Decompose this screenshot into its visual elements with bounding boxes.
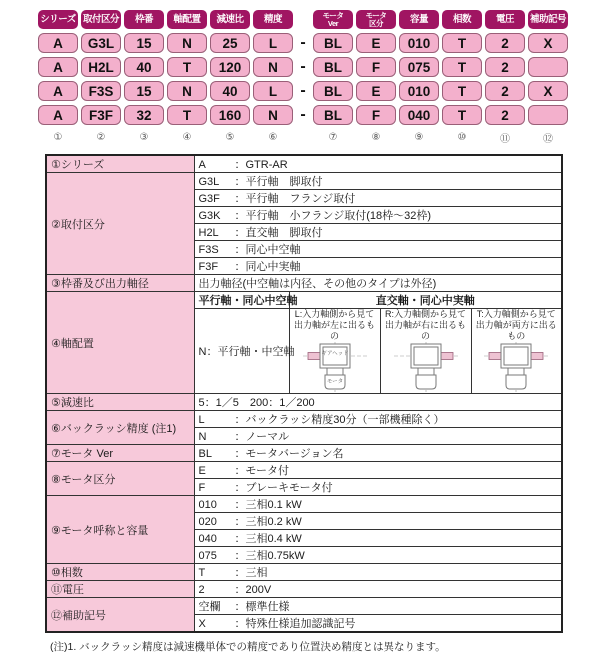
code-cell: N <box>167 33 207 53</box>
code-cell: H2L <box>81 57 121 77</box>
row-value <box>194 190 562 207</box>
column-header-badge <box>253 10 293 29</box>
code-cell: E <box>356 33 396 53</box>
detail-row <box>46 564 562 581</box>
shaft-variant-R <box>380 309 471 394</box>
row-label: ③枠番及び出力軸径 <box>46 275 194 292</box>
row-label: ⑪電圧 <box>46 581 194 598</box>
gearhead-label: ギアヘッド <box>320 351 349 358</box>
row-value <box>194 224 562 241</box>
code-text: F3F <box>198 261 219 273</box>
row-label: ④軸配置 <box>46 292 194 394</box>
row-value <box>194 564 562 581</box>
shaft-variant-caption: L:入力軸側から見て出力軸が左に出るもの <box>293 309 375 341</box>
row-value <box>194 598 562 615</box>
code-cell: 15 <box>124 33 164 53</box>
detail-row <box>46 173 562 190</box>
column-header-label: 容量 <box>409 13 428 25</box>
column-header-badge <box>124 10 164 29</box>
column-header-badge <box>442 10 482 29</box>
shaft-variant-T <box>471 309 562 394</box>
code-cell: BL <box>313 81 353 101</box>
column-header-label: 精度 <box>263 13 282 25</box>
shaft-arrangement-L-diagram <box>295 341 375 393</box>
code-text: A <box>198 159 206 171</box>
code-cell: 160 <box>210 105 250 125</box>
code-text: 020 <box>198 516 217 529</box>
column-number: ③ <box>139 132 149 143</box>
row-value <box>194 445 562 462</box>
code-cell: 2 <box>485 105 525 125</box>
column-number: ⑩ <box>457 132 467 143</box>
code-cell: 32 <box>124 105 164 125</box>
code-cell: T <box>442 81 482 101</box>
row-value <box>194 428 562 445</box>
column-header-label: 減速比 <box>216 13 244 25</box>
code-text: 空欄 <box>198 601 221 614</box>
row-value <box>194 411 562 428</box>
detail-row <box>46 462 562 479</box>
n-arrangement-label: N：平行軸・中空軸 <box>194 309 289 394</box>
code-text: T <box>198 567 206 580</box>
code-cell: T <box>442 57 482 77</box>
description-text: ：200V <box>234 584 272 597</box>
code-cell: 2 <box>485 81 525 101</box>
code-cell: 2 <box>485 57 525 77</box>
row-value <box>194 496 562 513</box>
code-cell <box>528 105 568 125</box>
code-cell: N <box>167 81 207 101</box>
description-text: ：三相 <box>234 567 268 580</box>
row-value <box>194 241 562 258</box>
footnote: (注)1. バックラッシ精度は減速機単体での精度であり位置決め精度とは異なります。 <box>50 641 446 654</box>
code-text: N <box>198 431 207 444</box>
code-cell: T <box>167 105 207 125</box>
shaft-variant-caption: R:入力軸側から見て出力軸が右に出るもの <box>384 309 466 341</box>
row-value: 5：1／5 200：1／200 <box>194 394 562 411</box>
code-cell: 40 <box>210 81 250 101</box>
description-text: ：三相0.75kW <box>234 550 305 563</box>
column-header-badge <box>81 10 121 29</box>
row-label: ①シリーズ <box>46 155 194 173</box>
detail-row <box>46 394 562 411</box>
row-label: ⑦モータ Ver <box>46 445 194 462</box>
code-text: X <box>198 618 206 631</box>
column-header-badge <box>399 10 439 29</box>
code-cell: 075 <box>399 57 439 77</box>
detail-table <box>45 154 563 633</box>
column-header-label: 枠番 <box>134 13 153 25</box>
dash-separator: - <box>300 58 306 75</box>
code-cell: T <box>442 105 482 125</box>
shaft-arrangement-R-diagram <box>386 341 466 393</box>
description-text: ：平行軸 フランジ取付 <box>234 193 356 205</box>
code-cell: 2 <box>485 33 525 53</box>
code-cell: X <box>528 33 568 53</box>
code-cell: 120 <box>210 57 250 77</box>
code-text: L <box>198 414 205 427</box>
code-cell: 40 <box>124 57 164 77</box>
row-value: 出力軸径(中空軸は内径、その他のタイプは外径) <box>194 275 562 292</box>
row-value <box>194 615 562 633</box>
row-value <box>194 258 562 275</box>
description-text: ：三相0.4 kW <box>234 533 302 546</box>
detail-row <box>46 445 562 462</box>
detail-row <box>46 155 562 173</box>
column-number: ⑫ <box>543 134 553 145</box>
column-header-label: 補助記号 <box>529 13 566 25</box>
column-header-badge <box>38 10 78 29</box>
column-header-badge <box>528 10 568 29</box>
column-header-badge <box>485 10 525 29</box>
detail-row <box>46 275 562 292</box>
row-label: ⑧モータ区分 <box>46 462 194 496</box>
column-number: ④ <box>182 132 192 143</box>
code-text: 075 <box>198 550 217 563</box>
row-value <box>194 513 562 530</box>
description-text: ：同心中実軸 <box>234 261 301 273</box>
code-text: H2L <box>198 227 219 239</box>
column-header-label: Ver <box>327 18 339 28</box>
shaft-variant-caption: T:入力軸側から見て出力軸が両方に出るもの <box>475 309 557 341</box>
code-cell: T <box>167 57 207 77</box>
description-text: ：三相0.2 kW <box>234 516 302 529</box>
code-text: G3K <box>198 210 221 222</box>
code-text: E <box>198 465 206 478</box>
row-label: ⑨モータ呼称と容量 <box>46 496 194 564</box>
dash-separator: - <box>300 34 306 51</box>
row-value <box>194 462 562 479</box>
code-cell: A <box>38 105 78 125</box>
code-cell: BL <box>313 105 353 125</box>
dash-spacer <box>296 19 310 20</box>
code-cell: X <box>528 81 568 101</box>
column-number: ⑦ <box>328 132 338 143</box>
code-text: F <box>198 482 206 495</box>
shaft-arrangement-T-diagram <box>476 341 556 393</box>
column-number: ⑤ <box>225 132 235 143</box>
code-text: 2 <box>198 584 205 597</box>
row-label: ⑫補助記号 <box>46 598 194 633</box>
description-text: ：GTR-AR <box>234 159 288 171</box>
detail-row <box>46 496 562 513</box>
column-header-label: シリーズ <box>40 13 76 25</box>
code-text: 040 <box>198 533 217 546</box>
row-value <box>194 581 562 598</box>
code-cell: F <box>356 57 396 77</box>
row-label: ⑩相数 <box>46 564 194 581</box>
code-cell: BL <box>313 33 353 53</box>
code-text: F3S <box>198 244 219 256</box>
right-angle-shaft-header: 直交軸・同心中実軸 <box>289 292 562 309</box>
column-header-badge <box>210 10 250 29</box>
code-cell: A <box>38 57 78 77</box>
column-number: ① <box>53 132 63 143</box>
code-cell: 010 <box>399 81 439 101</box>
dash-spacer <box>296 137 310 138</box>
column-header-label: モータ <box>365 11 387 20</box>
description-text: ：バックラッシ精度30分（一部機種除く） <box>234 414 445 427</box>
code-cell: 15 <box>124 81 164 101</box>
description-text: ：モータ付 <box>234 465 290 478</box>
description-text: ：三相0.1 kW <box>234 499 302 512</box>
code-cell: G3L <box>81 33 121 53</box>
column-header-badge <box>167 10 207 29</box>
column-header-label: 相数 <box>452 13 471 25</box>
code-text: 010 <box>198 499 217 512</box>
column-header-label: 区分 <box>369 18 383 28</box>
column-header-badge <box>356 10 396 29</box>
detail-row <box>46 598 562 615</box>
model-code-table <box>38 10 568 145</box>
code-cell: F3F <box>81 105 121 125</box>
code-text: BL <box>198 448 212 461</box>
code-cell: F3S <box>81 81 121 101</box>
row-label: ⑥バックラッシ精度 (注1) <box>46 411 194 445</box>
row-label: ②取付区分 <box>46 173 194 275</box>
column-number: ⑪ <box>500 134 510 145</box>
column-header-label: 軸配置 <box>173 13 201 25</box>
description-text: ：ブレーキモータ付 <box>234 482 333 495</box>
column-header-label: 電圧 <box>495 13 514 25</box>
description-text: ：モータバージョン名 <box>234 448 344 461</box>
code-cell: F <box>356 105 396 125</box>
row-value <box>194 479 562 496</box>
column-header-label: モータ <box>322 11 344 20</box>
description-text: ：平行軸 小フランジ取付(18枠～32枠) <box>234 210 432 222</box>
description-text: ：直交軸 脚取付 <box>234 227 323 239</box>
code-cell: 010 <box>399 33 439 53</box>
code-cell: 25 <box>210 33 250 53</box>
code-cell: N <box>253 57 293 77</box>
shaft-variant-L <box>289 309 380 394</box>
row-value <box>194 173 562 190</box>
column-header-label: 取付区分 <box>82 13 119 25</box>
dash-separator: - <box>300 82 306 99</box>
column-header-badge <box>313 10 353 29</box>
code-cell: E <box>356 81 396 101</box>
detail-row <box>46 292 562 309</box>
column-number: ⑥ <box>268 132 278 143</box>
code-cell: L <box>253 33 293 53</box>
detail-row <box>46 411 562 428</box>
row-label: ⑤減速比 <box>46 394 194 411</box>
code-text: G3L <box>198 176 220 188</box>
code-cell: A <box>38 81 78 101</box>
row-value <box>194 155 562 173</box>
code-cell: BL <box>313 57 353 77</box>
row-value <box>194 207 562 224</box>
description-text: ：ノーマル <box>234 431 290 444</box>
parallel-shaft-header: 平行軸・同心中空軸 <box>194 292 289 309</box>
column-number: ⑨ <box>414 132 424 143</box>
dash-separator: - <box>300 106 306 123</box>
code-text: G3F <box>198 193 220 205</box>
description-text: ：特殊仕様追加認識記号 <box>234 618 356 631</box>
description-text: ：同心中空軸 <box>234 244 301 256</box>
column-number: ② <box>96 132 106 143</box>
description-text: ：平行軸 脚取付 <box>234 176 323 188</box>
row-value <box>194 547 562 564</box>
code-cell: L <box>253 81 293 101</box>
code-cell: N <box>253 105 293 125</box>
motor-label: モータ <box>326 379 343 386</box>
column-number: ⑧ <box>371 132 381 143</box>
row-value <box>194 530 562 547</box>
description-text: ：標準仕様 <box>234 601 290 614</box>
code-cell: A <box>38 33 78 53</box>
code-cell <box>528 57 568 77</box>
code-cell: 040 <box>399 105 439 125</box>
code-cell: T <box>442 33 482 53</box>
detail-row <box>46 581 562 598</box>
